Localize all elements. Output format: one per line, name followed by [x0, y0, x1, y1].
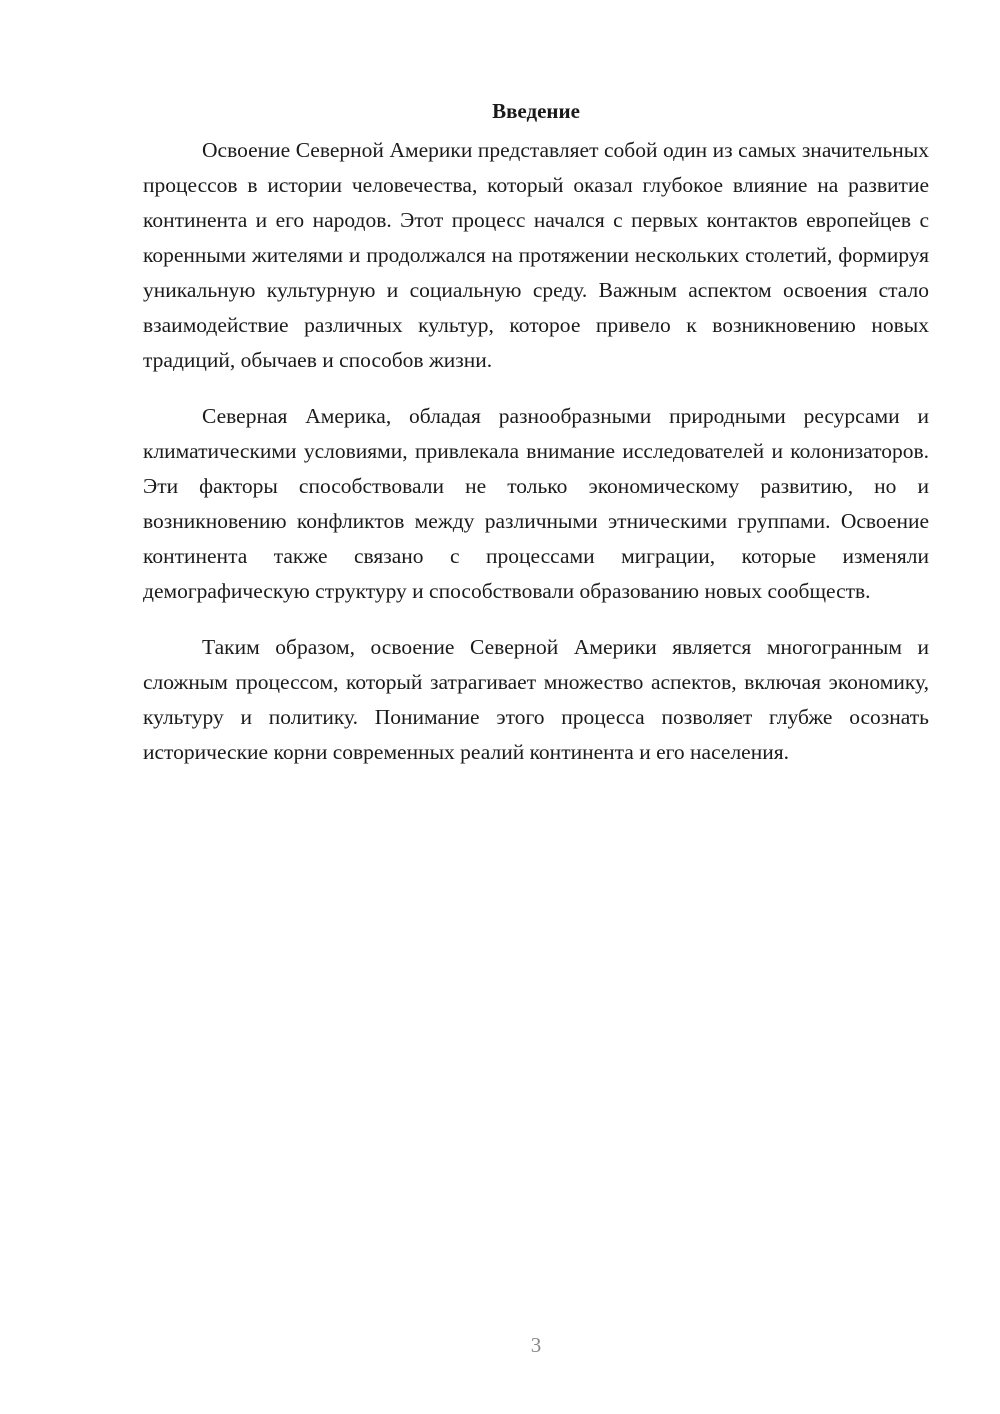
page-number: 3 [530, 1333, 542, 1357]
paragraph-3: Таким образом, освоение Северной Америки является многогранным и сложным процессом, который затрагивает множество аспектов, включая экономику, культуру и политику. Понимание этого процесса позволяет глубже осознать исторические корни современных реалий континента и его населения. [143, 635, 929, 764]
paragraph-1: Освоение Северной Америки представляет собой один из самых значительных процессов в истории человечества, который оказал глубокое влияние на развитие континента и его народов. Этот процесс начался с первых контактов европейцев с коренными жителями и продолжался на протяжении нескольких столетий, формируя уникальную культурную и социальную среду. Важным аспектом освоения стало взаимодействие различных культур, которое привело к возникновению новых традиций, обычаев и способов жизни. [143, 138, 929, 372]
paragraph-2: Северная Америка, обладая разнообразными природными ресурсами и климатическими условиями, привлекала внимание исследователей и колонизаторов. Эти факторы способствовали не только экономическому развитию, но и возникновению конфликтов между различными этническими группами. Освоение континента также связано с процессами миграции, которые изменяли демографическую структуру и способствовали образованию новых сообществ. [143, 404, 929, 603]
document-page [143, 96, 929, 791]
section-title: Введение [492, 99, 580, 123]
